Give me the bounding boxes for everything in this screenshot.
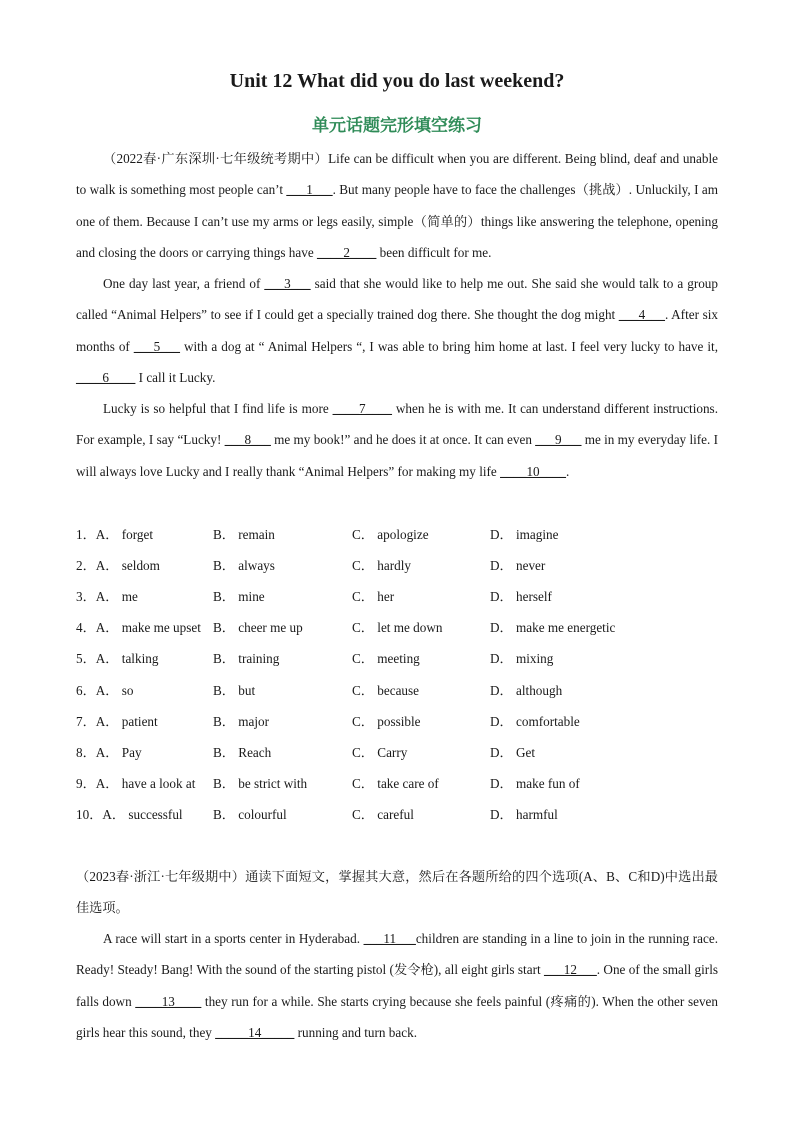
option-d: D． harmful	[490, 806, 558, 822]
blank-12: ___12___	[544, 962, 597, 978]
question-number: 8．	[76, 744, 96, 760]
blank-6: ____6____	[76, 369, 136, 385]
option-b: B． mine	[213, 589, 265, 605]
blank-3: ___3___	[264, 276, 311, 291]
option-d: D． herself	[490, 589, 552, 605]
passage1-paragraph1	[76, 143, 718, 268]
option-d: D． mixing	[490, 651, 554, 667]
option-c: C． let me down	[352, 620, 443, 636]
option-d: D． imagine	[490, 527, 559, 543]
blank-9: ___9___	[535, 432, 582, 448]
option-b: B． cheer me up	[213, 620, 303, 636]
option-a: A． me	[95, 589, 138, 605]
passage1-paragraph3	[76, 393, 718, 487]
option-row	[76, 549, 726, 580]
question-number: 2．	[76, 558, 96, 574]
blank-7: ____7____	[332, 401, 392, 416]
passage-text: they run for a while. She starts crying because she feels painful (疼痛的). When the other seven girls hear this sound, they	[76, 993, 718, 1040]
option-d: D． Get	[490, 744, 536, 760]
page-title: Unit 12 What did you do last weekend?	[229, 70, 565, 92]
option-c: C． take care of	[352, 775, 439, 791]
option-a: A． make me upset	[95, 620, 201, 636]
passage1-paragraph2	[76, 268, 718, 393]
option-b: B． remain	[213, 527, 275, 543]
option-b: B． training	[213, 651, 280, 667]
option-c: C． careful	[352, 806, 414, 822]
option-a: A． Pay	[95, 744, 142, 760]
passage-text: running and turn back.	[294, 1024, 417, 1040]
question-number: 5．	[76, 651, 96, 667]
option-row	[76, 798, 726, 829]
option-b: B． major	[213, 713, 270, 729]
question-source: （2022春·广东深圳·七年级统考期中）	[103, 151, 329, 166]
option-b: B． always	[213, 558, 275, 574]
option-a: A． so	[95, 682, 134, 698]
question-number: 6．	[76, 682, 96, 698]
passage-text: I call it Lucky.	[135, 369, 216, 385]
blank-11: ___11___	[363, 931, 416, 946]
blank-14: _____14_____	[215, 1024, 295, 1040]
passage-text: been difficult for me.	[376, 244, 492, 260]
option-c: C． apologize	[352, 527, 429, 543]
passage-text: A race will start in a sports center in Hyderabad.	[103, 931, 364, 946]
option-row	[76, 518, 726, 549]
option-c: C． her	[352, 589, 395, 605]
passage-text: Life can be difficult when you are different. Being blind, deaf and unable to walk is something most people can’t	[76, 151, 718, 198]
option-c: C． possible	[352, 713, 421, 729]
question-number: 4．	[76, 620, 96, 636]
option-c: C． because	[352, 682, 420, 698]
option-b: B． be strict with	[213, 775, 308, 791]
question-number: 9．	[76, 775, 96, 791]
option-row	[76, 580, 726, 611]
option-d: D． although	[490, 682, 563, 698]
passage-text: One day last year, a friend of	[103, 276, 265, 291]
option-c: C． meeting	[352, 651, 420, 667]
passage-text: children are standing in a line to join in the running race. Ready! Steady! Bang! With the sound of the starting pistol (发令枪), all eight girls start	[76, 931, 719, 978]
blank-1: ___1___	[286, 182, 333, 198]
passage2-intro: （2023春·浙江·七年级期中）通读下面短文，掌握其大意，然后在各题所给的四个选项(A、B、C和D)中选出最佳选项。	[76, 869, 718, 916]
passage-text: when he is with me. It can understand different instructions. For example, I say “Lucky!	[76, 401, 718, 448]
blank-5: ___5___	[133, 338, 180, 354]
passage-text: . After six months of	[76, 307, 718, 354]
option-a: A． successful	[102, 806, 183, 822]
blank-13: ____13____	[135, 993, 202, 1009]
option-b: B． but	[213, 682, 256, 698]
option-a: A． patient	[95, 713, 158, 729]
passage-text: me my book!” and he does it at once. It can even	[270, 432, 536, 448]
option-d: D． make me energetic	[490, 620, 616, 636]
option-b: B． Reach	[213, 744, 272, 760]
question-number: 10．	[76, 806, 103, 822]
option-b: B． colourful	[213, 806, 287, 822]
option-row	[76, 736, 726, 767]
option-row	[76, 705, 726, 736]
option-a: A． seldom	[95, 558, 160, 574]
blank-4: ___4___	[618, 307, 665, 323]
option-row	[76, 642, 726, 673]
passage-text: Lucky is so helpful that I find life is more	[103, 401, 333, 416]
passage-text: said that she would like to help me out. She said she would talk to a group called “Animal Helpers” to see if I could get a specially trained dog there. She thought the dog might	[76, 276, 718, 323]
option-a: A． talking	[95, 651, 159, 667]
option-d: D． never	[490, 558, 546, 574]
question-number: 7．	[76, 713, 96, 729]
blank-10: ____10____	[500, 463, 567, 479]
question-number: 1．	[76, 527, 96, 543]
option-d: D． comfortable	[490, 713, 580, 729]
option-a: A． have a look at	[95, 775, 196, 791]
option-row	[76, 673, 726, 704]
option-c: C． Carry	[352, 744, 408, 760]
option-a: A． forget	[95, 527, 154, 543]
passage-text: me in my everyday life. I will always love Lucky and I really thank “Animal Helpers” for making my life	[76, 432, 718, 479]
option-row	[76, 767, 726, 798]
passage-text: .	[566, 463, 570, 479]
blank-8: ___8___	[224, 432, 271, 448]
question-number: 3．	[76, 589, 96, 605]
page-subtitle: 单元话题完形填空练习	[312, 116, 482, 136]
option-d: D． make fun of	[490, 775, 580, 791]
passage-text: . But many people have to face the challenges（挑战）. Unluckily, I am one of them. Because I can’t use my arms or legs easily, simple（简单的）things like answering the telephone, opening and closing the doors or carrying things have	[76, 182, 718, 260]
option-c: C． hardly	[352, 558, 411, 574]
passage-text: with a dog at “ Animal Helpers “, I was able to bring him home at last. I feel very lucky to have it,	[179, 338, 718, 354]
option-row	[76, 611, 726, 642]
passage2-paragraph1	[76, 923, 718, 1048]
blank-2: ____2____	[316, 244, 377, 260]
passage-text: . One of the small girls falls down	[76, 962, 718, 1009]
answer-options	[76, 518, 726, 829]
